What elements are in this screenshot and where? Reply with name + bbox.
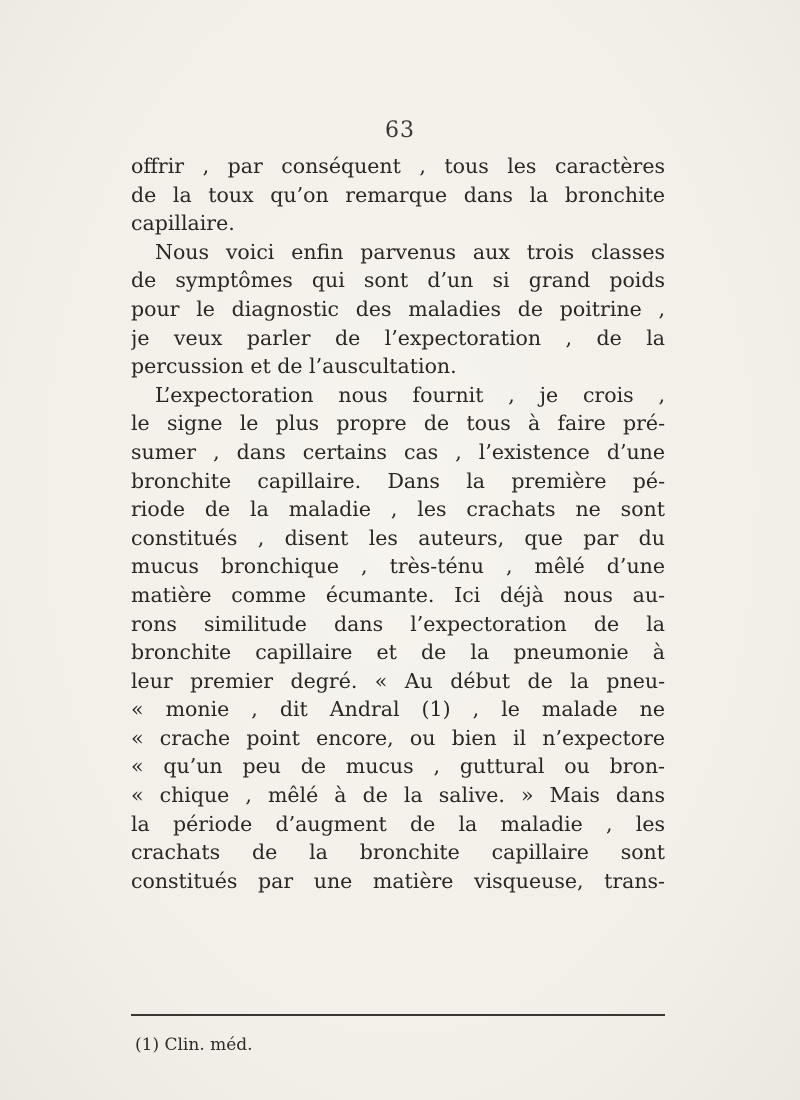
text-line: « monie , dit Andral (1) , le malade ne bbox=[131, 697, 665, 722]
text-line: constitués , disent les auteurs, que par du bbox=[131, 525, 665, 550]
footnote-rule bbox=[131, 1014, 665, 1016]
text-line: offrir , par conséquent , tous les caractères bbox=[131, 154, 665, 178]
text-line: « crache point encore, ou bien il n’expectore bbox=[131, 725, 665, 750]
text-line: « qu’un peu de mucus , guttural ou bron- bbox=[131, 754, 665, 779]
text-line: crachats de la bronchite capillaire sont bbox=[131, 840, 665, 865]
text-line: leur premier degré. « Au début de la pneu- bbox=[131, 668, 665, 693]
text-line: Nous voici enfin parvenus aux trois classes bbox=[155, 239, 665, 264]
text-line: « chique , mêlé à de la salive. » Mais dans bbox=[131, 783, 665, 808]
text-line: pour le diagnostic des maladies de poitrine , bbox=[131, 296, 665, 321]
text-line: mucus bronchique , très-ténu , mêlé d’une bbox=[131, 554, 665, 579]
text-line: je veux parler de l’expectoration , de la bbox=[131, 325, 665, 350]
text-line: sumer , dans certains cas , l’existence d’une bbox=[131, 439, 665, 464]
text-line: rons similitude dans l’expectoration de la bbox=[131, 611, 665, 636]
text-line: constitués par une matière visqueuse, trans- bbox=[131, 868, 665, 893]
text-line: la période d’augment de la maladie , les bbox=[131, 811, 665, 836]
text-line: le signe le plus propre de tous à faire pré- bbox=[131, 411, 665, 436]
text-line: de symptômes qui sont d’un si grand poids bbox=[131, 268, 665, 293]
body-text bbox=[131, 152, 665, 895]
text-line: de la toux qu’on remarque dans la bronchite bbox=[131, 182, 665, 207]
text-line: bronchite capillaire et de la pneumonie à bbox=[131, 640, 665, 665]
text-line: bronchite capillaire. Dans la première pé- bbox=[131, 468, 665, 493]
text-line: L’expectoration nous fournit , je crois , bbox=[155, 382, 665, 407]
text-line: riode de la maladie , les crachats ne sont bbox=[131, 497, 665, 522]
text-line: capillaire. bbox=[131, 211, 235, 236]
text-line: matière comme écumante. Ici déjà nous au- bbox=[131, 582, 665, 607]
text-line: percussion et de l’auscultation. bbox=[131, 354, 457, 379]
footnote: (1) Clin. méd. bbox=[135, 1035, 253, 1055]
page-number: 63 bbox=[385, 118, 415, 143]
